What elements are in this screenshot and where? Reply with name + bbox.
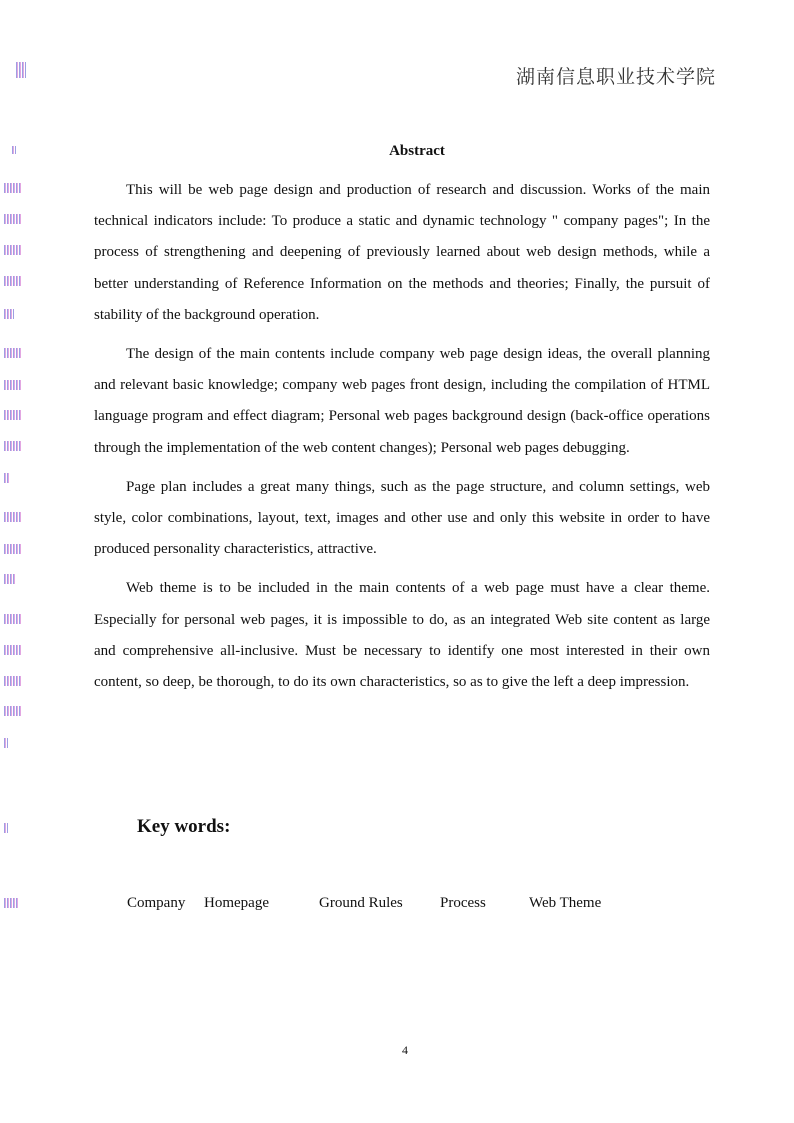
margin-artifacts [2,0,28,1123]
margin-artifact-mark [4,614,22,624]
page-number: 4 [402,1043,408,1057]
margin-artifact-mark [4,214,22,224]
margin-artifact-mark [4,276,22,286]
margin-artifact-mark [4,348,22,358]
margin-artifact-mark [4,183,22,193]
margin-artifact-mark [4,574,16,584]
institution-header: 湖南信息职业技术学院 [515,66,716,88]
abstract-body [94,175,710,706]
margin-artifact-mark [4,544,22,554]
margin-artifact-mark [4,898,18,908]
margin-artifact-mark [4,309,14,319]
margin-artifact-mark [4,645,22,655]
keywords-heading: Key words: [137,816,231,837]
keyword-item: Process [440,895,486,911]
margin-artifact-mark [4,245,22,255]
margin-artifact-mark [4,823,8,833]
margin-artifact-mark [4,512,22,522]
keyword-item: Web Theme [529,895,602,911]
margin-artifact-mark [4,441,22,451]
margin-artifact-mark [4,380,22,390]
abstract-paragraph: Page plan includes a great many things, such as the page structure, and column settings, web style, color combinations, layout, text, images and other use and only this website in order to have produced personality characteristics, attractive. [94,478,710,558]
margin-artifact-mark [4,676,22,686]
keyword-item: Homepage [204,895,269,911]
margin-artifact-mark [4,410,22,420]
margin-artifact-mark [4,706,22,716]
abstract-paragraph: Web theme is to be included in the main contents of a web page must have a clear theme. Especially for personal web pages, it is impossible to do, as an integrated Web site content as large and comprehensive all-inclusive. Must be necessary to identify one most interested in their own content, so deep, be thorough, to do its own characteristics, so as to give the left a deep impression. [94,580,710,691]
margin-artifact-mark [16,62,26,78]
abstract-paragraph: The design of the main contents include company web page design ideas, the overall planning and relevant basic knowledge; company web pages front design, including the compilation of HTML language program and effect diagram; Personal web pages background design (back-office operations through the implementation of the web content changes); Personal web pages debugging. [94,346,710,456]
abstract-heading: Abstract [389,143,445,159]
abstract-paragraph: This will be web page design and production of research and discussion. Works of the main technical indicators include: To produce a static and dynamic technology " company pages"; In the process of strengthening and deepening of previously learned about web design methods, while a better understanding of Reference Information on the methods and theories; Finally, the pursuit of stability of the background operation. [94,182,710,323]
margin-artifact-mark [4,738,8,748]
margin-artifact-mark [4,473,10,483]
keyword-item: Ground Rules [319,895,403,911]
keyword-item: Company [127,895,186,911]
